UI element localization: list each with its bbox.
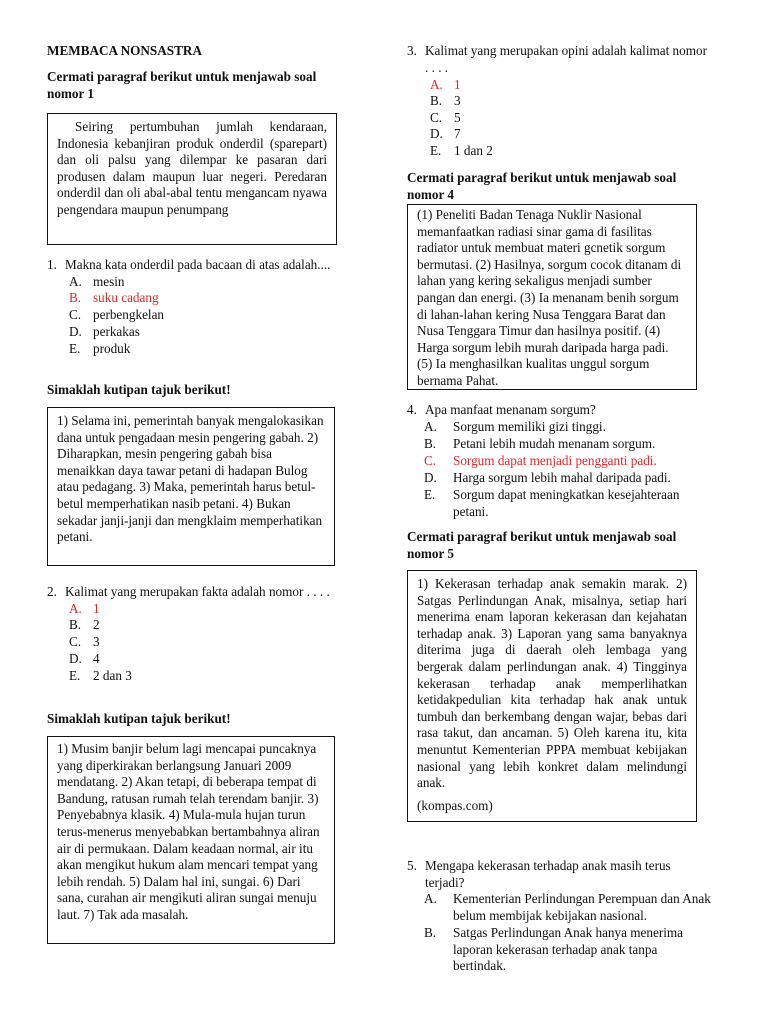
option-letter: D. bbox=[69, 651, 82, 666]
option-letter: B. bbox=[430, 93, 443, 108]
option-text: Harga sorgum lebih mahal daripada padi. bbox=[453, 470, 671, 485]
passage-3 bbox=[47, 736, 335, 944]
option-letter: A. bbox=[430, 77, 443, 92]
question-text: Makna kata onderdil pada bacaan di atas adalah.... bbox=[65, 257, 331, 272]
option-text: 5 bbox=[454, 110, 461, 125]
passage-4-text: (1) Peneliti Badan Tenaga Nuklir Nasional memanfaatkan radiasi sinar gama di fasilitas radiator untuk membuat materi gcnetik sorgum bermutasi. (2) Hasilnya, sorgum cocok ditanam di lahan yang kering sekaligus menjadi sumber pangan dan energi. (3) Ia menanam benih sorgum di lahan-lahan kering Nusa Tenggara Barat dan Nusa Tenggara Timur dan hasilnya positif. (4) Harga sorgum lebih murah daripada harga padi. (5) Ia menghasilkan kualitas unggul sorgum bernama Pahat. bbox=[417, 207, 682, 388]
question-5 bbox=[407, 858, 707, 891]
passage-3-text: 1) Musim banjir belum lagi mencapai puncaknya yang diperkirakan berlangsung Januari 2009 mendatang. 2) Akan tetapi, di beberapa tempat di Bandung, ratusan rumah telah terendam banjir. 3) Penyebabnya klasik. 4) Mula-mula hujan turun terus-menerus menyebabkan bertambahnya aliran air di permukaan. Dalam keadaan normal, air itu akan mengikut hukum alam mencari tempat yang lebih rendah. 5) Dalam hal ini, sungai. 6) Dari sana, curahan air mengikuti aliran sungai menuju laut. 7) Tak ada masalah. bbox=[57, 741, 320, 922]
passage-4 bbox=[407, 204, 697, 390]
question-4 bbox=[407, 402, 707, 419]
passage-2 bbox=[47, 407, 335, 566]
option-letter: D. bbox=[424, 470, 437, 485]
question-text: Apa manfaat menanam sorgum? bbox=[425, 402, 596, 417]
option-text: 2 dan 3 bbox=[93, 668, 132, 683]
option-text: 7 bbox=[454, 126, 461, 141]
option-text: 2 bbox=[93, 617, 100, 632]
option-text: produk bbox=[93, 341, 131, 356]
section-heading-1: Cermati paragraf berikut untuk menjawab soal nomor 1 bbox=[47, 69, 317, 101]
question-number: 3. bbox=[407, 43, 417, 58]
option-letter: A. bbox=[69, 601, 82, 616]
option-letter: E. bbox=[430, 143, 442, 158]
question-text: Mengapa kekerasan terhadap anak masih terus terjadi? bbox=[425, 858, 671, 890]
passage-5-text: 1) Kekerasan terhadap anak semakin marak. 2) Satgas Perlindungan Anak, misalnya, setiap hari menerima enam laporan kekerasan dan kejahatan terhadap anak. 3) Laporan yang sama banyaknya diterima juga di daerah oleh lembaga yang bergerak dalam perlindungan anak. 4) Tingginya kekerasan terhadap anak memperlihatkan ketidakpedulian kita terhadap hak anak untuk tumbuh dan berkembang dengan wajar, bebas dari rasa takut, dan ancaman. 5) Oleh karena itu, kita menuntut Kementerian PPPA membuat kebijakan nasional yang lebih konkret dalam melindungi anak. bbox=[417, 576, 687, 791]
option-letter: B. bbox=[424, 925, 437, 940]
passage-5-source: (kompas.com) bbox=[417, 797, 493, 813]
option-text: perbengkelan bbox=[93, 307, 165, 322]
option-text: Satgas Perlindungan Anak hanya menerima laporan kekerasan terhadap anak tanpa bertindak. bbox=[453, 925, 683, 974]
question-3 bbox=[407, 43, 707, 76]
option-text: perkakas bbox=[93, 324, 140, 339]
option-letter: C. bbox=[424, 453, 437, 468]
passage-2-text: 1) Selama ini, pemerintah banyak mengalokasikan dana untuk pengadaan mesin pengering gabah. 2) Diharapkan, mesin pengering gabah bisa menaikkan daya tawar petani di hadapan Bulog atau pedagang. 3) Maka, pemerintah harus betul-betul memperhatikan nasib petani. 4) Bukan sekadar janji-janji dan mengklaim memperhatikan petani. bbox=[57, 413, 324, 545]
option-text: Kementerian Perlindungan Perempuan dan Anak belum membijak kebijakan nasional. bbox=[453, 891, 711, 923]
option-letter: E. bbox=[69, 341, 81, 356]
option-letter: A. bbox=[69, 274, 82, 289]
question-text: Kalimat yang merupakan fakta adalah nomor . . . . bbox=[65, 584, 330, 599]
option-letter: C. bbox=[69, 307, 82, 322]
option-text: 3 bbox=[93, 634, 100, 649]
option-letter: B. bbox=[69, 290, 82, 305]
section-heading-4: Cermati paragraf berikut untuk menjawab soal nomor 4 bbox=[407, 170, 677, 202]
option-letter: E. bbox=[69, 668, 81, 683]
option-letter: A. bbox=[424, 891, 437, 906]
option-text: 4 bbox=[93, 651, 100, 666]
question-1 bbox=[47, 257, 367, 274]
option-letter: B. bbox=[69, 617, 82, 632]
question-number: 2. bbox=[47, 584, 57, 599]
section-heading-3: Simaklah kutipan tajuk berikut! bbox=[47, 711, 231, 726]
option-letter: D. bbox=[430, 126, 443, 141]
option-text: Sorgum dapat meningkatkan kesejahteraan petani. bbox=[453, 487, 680, 519]
passage-1 bbox=[47, 113, 337, 245]
question-number: 5. bbox=[407, 858, 417, 873]
option-text: mesin bbox=[93, 274, 125, 289]
page-title: MEMBACA NONSASTRA bbox=[47, 43, 202, 58]
option-text: 1 dan 2 bbox=[454, 143, 493, 158]
option-text: 1 bbox=[93, 601, 100, 616]
option-letter: E. bbox=[424, 487, 436, 502]
option-text: Sorgum memiliki gizi tinggi. bbox=[453, 419, 606, 434]
passage-1-text: Seiring pertumbuhan jumlah kendaraan, Indonesia kebanjiran produk onderdil (sparepart) dan oli palsu yang dilempar ke pasaran dari produsen dalam maupun luar negeri. Peredaran onderdil dan oli abal-abal tentu mengancam nyawa pengendara maupun penumpang bbox=[57, 119, 327, 217]
option-text: suku cadang bbox=[93, 290, 159, 305]
option-letter: A. bbox=[424, 419, 437, 434]
question-2 bbox=[47, 584, 367, 601]
option-text: 1 bbox=[454, 77, 461, 92]
option-letter: C. bbox=[430, 110, 443, 125]
option-text: Petani lebih mudah menanam sorgum. bbox=[453, 436, 656, 451]
option-letter: D. bbox=[69, 324, 82, 339]
section-heading-5: Cermati paragraf berikut untuk menjawab soal nomor 5 bbox=[407, 529, 677, 561]
option-text: Sorgum dapat menjadi pengganti padi. bbox=[453, 453, 657, 468]
option-letter: C. bbox=[69, 634, 82, 649]
option-letter: B. bbox=[424, 436, 437, 451]
option-text: 3 bbox=[454, 93, 461, 108]
section-heading-2: Simaklah kutipan tajuk berikut! bbox=[47, 382, 231, 397]
question-number: 4. bbox=[407, 402, 417, 417]
question-number: 1. bbox=[47, 257, 57, 272]
question-text: Kalimat yang merupakan opini adalah kalimat nomor . . . . bbox=[425, 43, 707, 75]
passage-5 bbox=[407, 570, 697, 822]
